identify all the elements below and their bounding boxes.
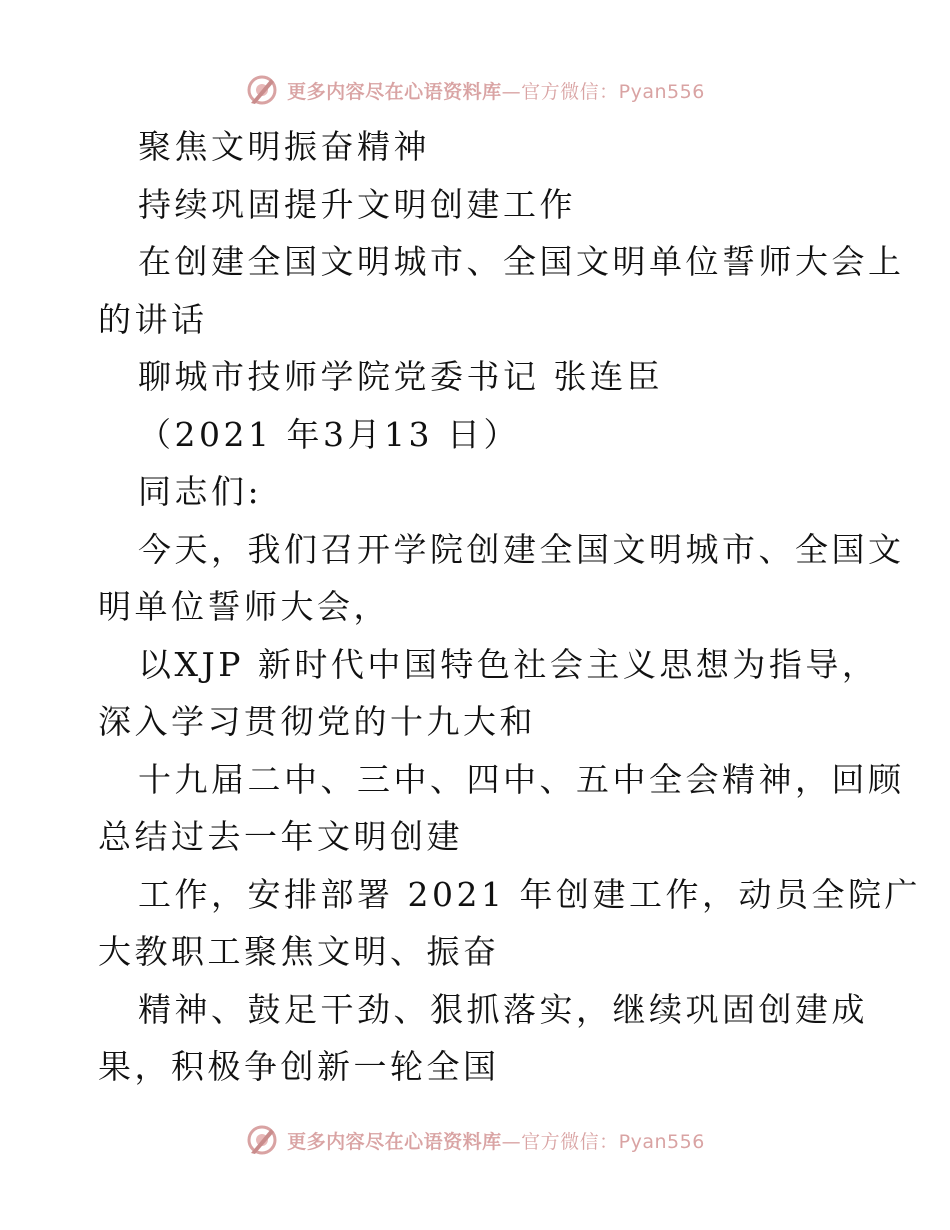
body-line: 以XJP 新时代中国特色社会主义思想为指导， (138, 644, 879, 684)
body-line: 今天，我们召开学院创建全国文明城市、全国文 (138, 529, 905, 569)
body-line: 十九届二中、三中、四中、五中全会精神，回顾 (138, 759, 905, 799)
document-body (98, 118, 921, 1096)
title-line-1: 聚焦文明振奋精神 (138, 127, 430, 166)
body-line: 总结过去一年文明创建 (98, 817, 463, 856)
body-line: 果，积极争创新一轮全国 (98, 1047, 500, 1086)
subtitle-line-1: 在创建全国文明城市、全国文明单位誓师大会上 (138, 242, 905, 281)
banner-main-text: 更多内容尽在心语资料库 (287, 1130, 502, 1153)
body-line: 精神、鼓足干劲、狠抓落实，继续巩固创建成 (138, 989, 868, 1029)
footer-banner (0, 1120, 950, 1160)
body-line: 深入学习贯彻党的十九大和 (98, 702, 536, 741)
body-line: 大教职工聚焦文明、振奋 (98, 932, 500, 971)
date-line: （2021 年3月13 日） (138, 414, 520, 454)
title-line-2: 持续巩固提升文明创建工作 (138, 184, 576, 224)
quill-seal-icon (245, 73, 279, 107)
header-banner (0, 70, 950, 110)
speaker-line: 聊城市技师学院党委书记 张连臣 (138, 357, 663, 396)
banner-text (287, 77, 705, 104)
banner-wechat-text: —官方微信：Pyan556 (501, 80, 705, 103)
salutation-line: 同志们: (138, 472, 263, 511)
body-line: 工作，安排部署 2021 年创建工作，动员全院广 (138, 874, 921, 914)
subtitle-line-2: 的讲话 (98, 299, 208, 339)
banner-text (287, 1127, 705, 1154)
quill-seal-icon (245, 1123, 279, 1157)
banner-main-text: 更多内容尽在心语资料库 (287, 80, 502, 103)
body-line: 明单位誓师大会， (98, 587, 390, 626)
banner-wechat-text: —官方微信：Pyan556 (501, 1130, 705, 1153)
